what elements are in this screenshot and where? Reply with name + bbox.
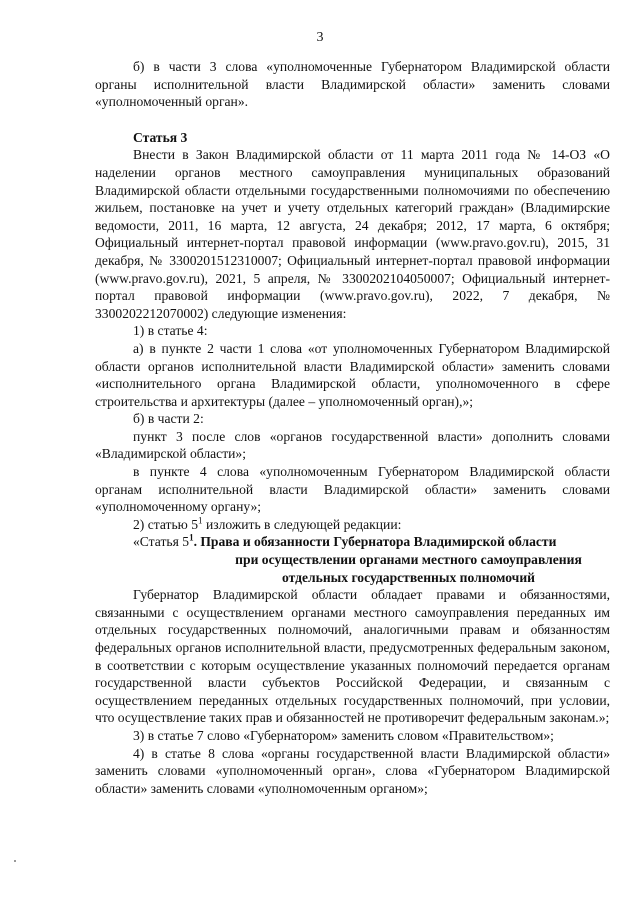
item-1: 1) в статье 4: <box>133 323 208 339</box>
superscript-1b: 1 <box>189 532 194 543</box>
superscript-1: 1 <box>198 515 203 526</box>
article-3-heading: Статья 3 <box>133 129 188 145</box>
item-1b-point4: в пункте 4 слова «уполномоченным Губернатором Владимирской области органам исполнительной власти Владимирской области» заменить словами «уполномоченному органу»; <box>95 464 610 515</box>
item-2-text-pre: 2) статью 5 <box>133 516 199 532</box>
item-1a: а) в пункте 2 части 1 слова «от уполномоченных Губернатором Владимирской области органов исполнительной власти Владимирской области» заменить словами «исполнительного органа Владимирской области, уполномоченного в сфере строительства и архитектуры (далее – уполномоченный орган),»; <box>95 340 610 409</box>
page-number: 3 <box>316 30 324 45</box>
item-4: 4) в статье 8 слова «органы государственной власти Владимирской области» заменить словами «уполномоченный орган», слова «Губернатором Владимирской области» заменить словами «уполномоченным органом»; <box>95 745 610 796</box>
item-2-text-post: изложить в следующей редакции: <box>202 516 402 532</box>
item-1b: б) в части 2: <box>133 411 204 427</box>
article-5-1-title <box>95 533 610 551</box>
document-body <box>95 58 610 797</box>
article-5-1-title-text: . Права и обязанности Губернатора Владимирской области <box>193 534 557 550</box>
article-5-1-subtitle: при осуществлении органами местного самоуправления отдельных государственных полномочий <box>235 552 582 585</box>
paragraph-b-part3: б) в части 3 слова «уполномоченные Губернатором Владимирской области органы исполнительной власти Владимирской области» заменить словами «уполномоченный орган». <box>95 59 610 110</box>
item-1b-point3: пункт 3 после слов «органов государственной власти» дополнить словами «Владимирской области»; <box>95 428 610 462</box>
scan-speck <box>14 860 16 862</box>
article-5-1-pre: «Статья 5 <box>133 534 190 550</box>
item-2 <box>95 516 610 534</box>
article-5-1-text: Губернатор Владимирской области обладает правами и обязанностями, связанными с осуществлением органами местного самоуправления переданных им отдельных государственных полномочий, аналогичными правам и обязанностям федеральных органов исполнительной власти, предусмотренных федеральным законом, в соответствии с которым осуществление указанных полномочий передается органам государственной власти субъектов Российской Федерации, и связанным с осуществлением переданных отдельных государственных полномочий, при условии, что осуществление таких прав и обязанностей не противоречит федеральным законам.»; <box>95 587 610 726</box>
article-3-intro: Внести в Закон Владимирской области от 11 марта 2011 года № 14-ОЗ «О наделении органов местного самоуправления муниципальных образований Владимирской области отдельными государственными полномочиями по обеспечению жильем, постановке на учет и учету отдельных категорий граждан» (Владимирские ведомости, 2011, 16 марта, 12 августа, 24 декабря; 2012, 17 марта, 6 октября; Официальный интернет-портал правовой информации (www.pravo.gov.ru), 2015, 31 декабря, № 3300201512310007; Официальный интернет-портал правовой информации (www.pravo.gov.ru), 2021, 5 апреля, № 3300202104050007; Официальный интернет-портал правовой информации (www.pravo.gov.ru), 2022, 7 декабря, № 3300202212070002) следующие изменения: <box>95 147 610 321</box>
item-3: 3) в статье 7 слово «Губернатором» заменить словом «Правительством»; <box>133 727 554 743</box>
